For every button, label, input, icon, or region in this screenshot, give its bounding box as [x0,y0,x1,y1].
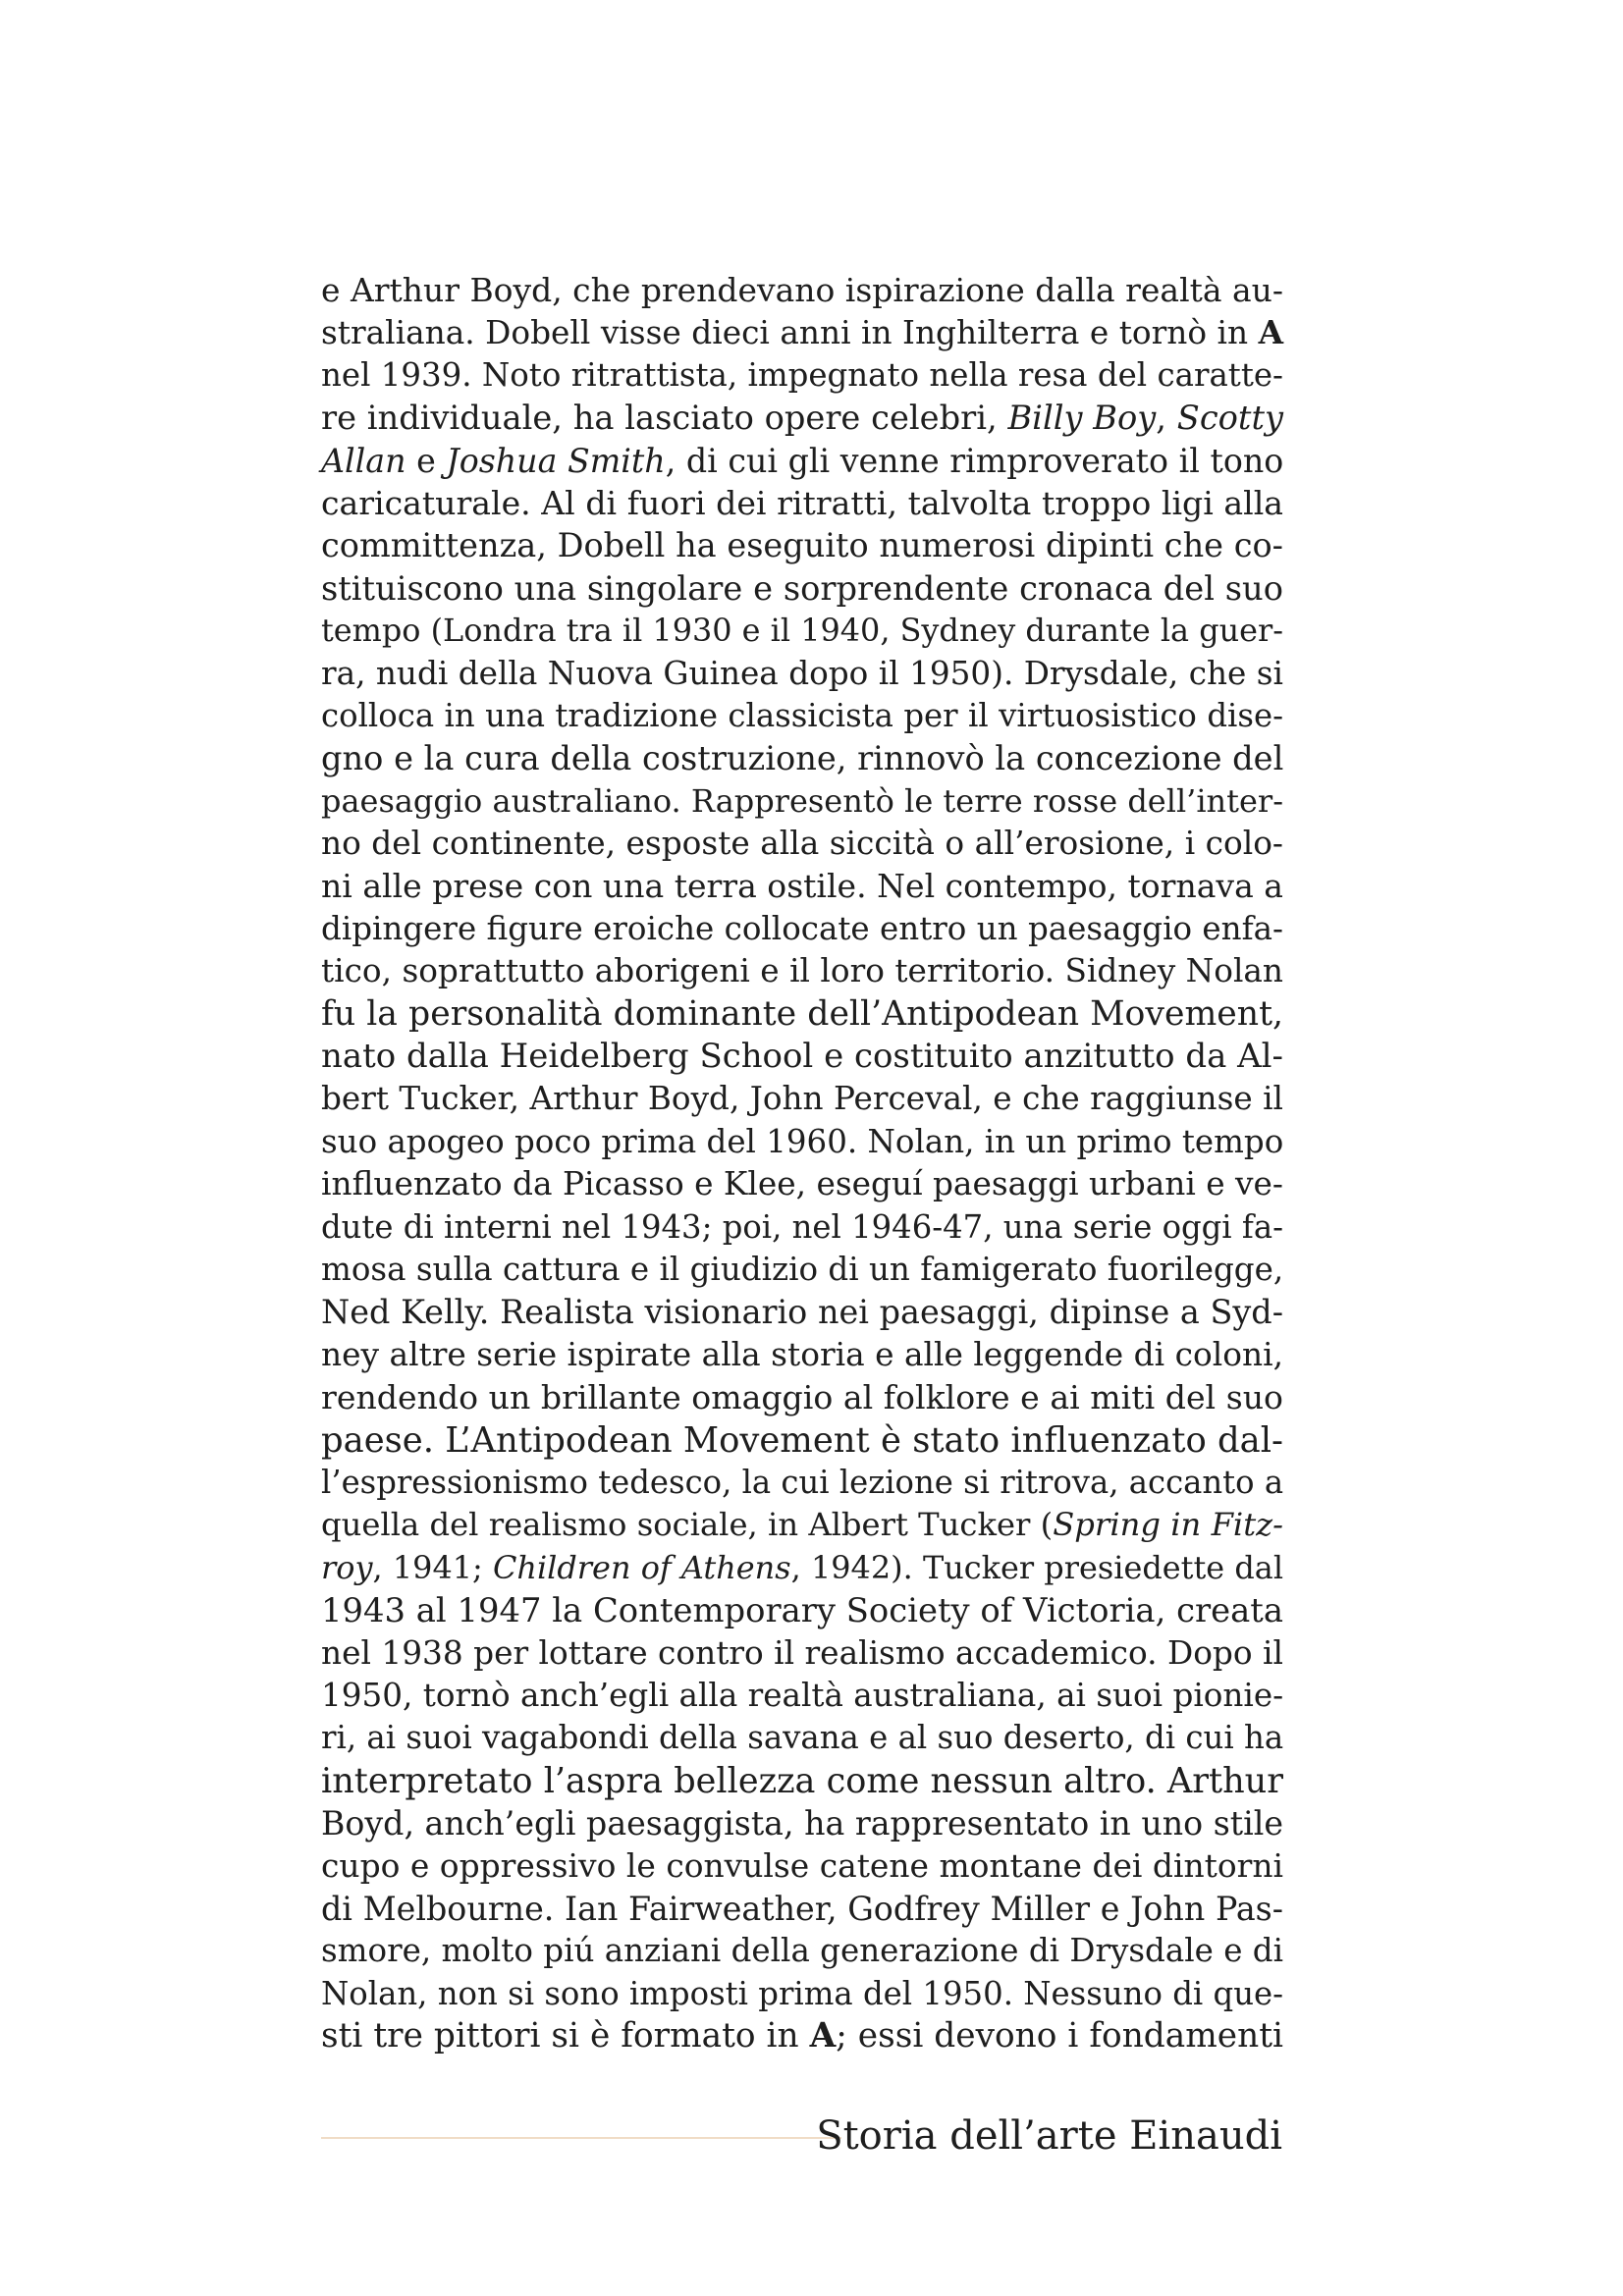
text-line [321,695,1283,737]
text-line [321,1078,1283,1120]
text-segment: di Melbourne. Ian Fairweather, Godfrey Miller e John Pas- [321,1889,1283,1928]
italic-title: Children of Athens [493,1548,791,1586]
text-line [321,397,1283,439]
text-line [321,780,1283,823]
text-segment: e Arthur Boyd, che prendevano ispirazione dalla realtà au- [321,271,1283,309]
italic-title: Billy Boy [1007,399,1157,438]
footer-title: Storia dell’arte Einaudi [816,2113,1282,2159]
text-line [321,1249,1283,1291]
text-segment: ri, ai suoi vagabondi della savana e al suo deserto, di cui ha [321,1719,1284,1757]
text-line [321,1291,1283,1333]
text-line [321,482,1283,524]
text-line [321,524,1283,566]
text-line [321,993,1283,1036]
text-line [321,737,1283,779]
text-segment: Ned Kelly. Realista visionario nei paesaggi, dipinse a Syd- [321,1293,1283,1332]
text-segment: re individuale, ha lasciato opere celebri, [321,399,1008,438]
bold-abbreviation: A [1258,313,1283,352]
text-line [321,950,1283,992]
italic-title: Joshua Smith [446,441,666,480]
italic-title: Spring in Fitz- [1053,1506,1283,1544]
text-line [321,908,1283,950]
text-segment: no del continente, esposte alla siccità o all’erosione, i colo- [321,825,1283,863]
text-line [321,1376,1283,1418]
italic-title: Allan [321,441,406,480]
text-line [321,1717,1283,1759]
bold-abbreviation: A [809,2016,837,2056]
text-segment: ; essi devono i fondamenti [836,2016,1283,2056]
text-segment: l’espressionismo tedesco, la cui lezione si ritrova, accanto a [321,1463,1284,1501]
text-segment: suo apogeo poco prima del 1960. Nolan, in un primo tempo [321,1122,1284,1160]
text-segment: cupo e oppressivo le convulse catene montane dei dintorni [321,1846,1283,1886]
text-segment: nato dalla Heidelberg School e costituito anzitutto da Al- [321,1037,1283,1077]
text-segment: ney altre serie ispirate alla storia e alle leggende di coloni, [321,1335,1283,1373]
text-segment: , 1941; [372,1548,494,1586]
text-segment: committenza, Dobell ha eseguito numerosi dipinti che co- [321,526,1283,565]
text-line [321,1632,1283,1675]
text-line [321,653,1283,695]
text-line [321,1973,1283,2015]
text-segment: paesaggio australiano. Rappresentò le terre rosse dell’inter- [321,781,1283,820]
text-segment: dipingere figure eroiche collocate entro un paesaggio enfa- [321,909,1283,947]
text-segment: gno e la cura della costruzione, rinnovò la concezione del [321,739,1284,778]
text-segment: Nolan, non si sono imposti prima del 1950. Nessuno di que- [321,1974,1284,2012]
text-segment: interpretato l’aspra bellezza come nessun altro. Arthur [321,1760,1283,1801]
text-segment: influenzato da Picasso e Klee, eseguí paesaggi urbani e ve- [321,1165,1283,1203]
text-segment: smore, molto piú anziani della generazione di Drysdale e di [321,1932,1283,1970]
italic-title: Scotty [1176,399,1283,438]
text-segment: 1943 al 1947 la Contemporary Society of Victoria, creata [321,1591,1283,1630]
text-segment: fu la personalità dominante dell’Antipodean Movement, [321,993,1283,1034]
text-line [321,1802,1283,1844]
footer-rule [321,2137,841,2139]
text-segment: stituiscono una singolare e sorprendente cronaca del suo [321,568,1283,608]
text-line [321,1206,1283,1249]
text-segment: caricaturale. Al di fuori dei ritratti, talvolta troppo ligi alla [321,483,1283,522]
text-line [321,1888,1283,1930]
text-segment: straliana. Dobell visse dieci anni in Inghilterra e tornò in [321,314,1259,352]
text-line [321,1547,1283,1589]
text-line [321,440,1283,482]
text-line [321,1675,1283,1717]
text-line [321,1334,1283,1376]
text-segment: 1950, tornò anch’egli alla realtà australiana, ai suoi pionie- [321,1676,1284,1714]
text-line [321,567,1283,610]
text-segment: quella del realismo sociale, in Albert Tucker ( [321,1506,1054,1544]
text-segment: , 1942). Tucker presiedette dal [790,1548,1284,1586]
text-line [321,610,1283,652]
text-segment: tico, soprattutto aborigeni e il loro territorio. Sidney Nolan [321,952,1283,990]
text-segment: nel 1939. Noto ritrattista, impegnato nella resa del caratte- [321,355,1283,394]
text-segment: sti tre pittori si è formato in [321,2016,810,2056]
text-segment: mosa sulla cattura e il giudizio di un famigerato fuorilegge, [321,1250,1284,1288]
text-segment: tempo (Londra tra il 1930 e il 1940, Sydney durante la guer- [321,612,1284,650]
text-segment: ni alle prese con una terra ostile. Nel contempo, tornava a [321,867,1283,906]
text-line [321,311,1283,353]
text-line [321,1844,1283,1887]
text-line [321,1036,1283,1078]
text-line [321,1419,1283,1462]
text-segment: ra, nudi della Nuova Guinea dopo il 1950). Drysdale, che si [321,654,1283,692]
text-line [321,2015,1283,2057]
text-segment: , [1156,399,1177,438]
text-line [321,865,1283,907]
text-segment: bert Tucker, Arthur Boyd, John Perceval, e che raggiunse il [321,1080,1283,1118]
text-line [321,1121,1283,1163]
text-line [321,1760,1283,1802]
text-segment: colloca in una tradizione classicista per il virtuosistico dise- [321,696,1283,734]
text-segment: e [406,441,447,480]
text-segment: , di cui gli venne rimproverato il tono [665,441,1284,480]
text-line [321,1504,1283,1546]
italic-title: roy [321,1548,373,1586]
text-segment: dute di interni nel 1943; poi, nel 1946-47, una serie oggi fa- [321,1207,1283,1246]
text-line [321,823,1283,865]
text-line [321,354,1283,397]
text-line [321,1462,1283,1504]
text-line [321,1930,1283,1972]
text-segment: paese. L’Antipodean Movement è stato influenzato dal- [321,1419,1283,1461]
text-segment: Boyd, anch’egli paesaggista, ha rappresentato in uno stile [321,1804,1284,1843]
text-line [321,1163,1283,1205]
text-line [321,1589,1283,1631]
text-line [321,269,1283,311]
body-text [321,269,1283,2057]
text-segment: rendendo un brillante omaggio al folklore e ai miti del suo [321,1378,1283,1417]
text-segment: nel 1938 per lottare contro il realismo accademico. Dopo il [321,1633,1283,1672]
